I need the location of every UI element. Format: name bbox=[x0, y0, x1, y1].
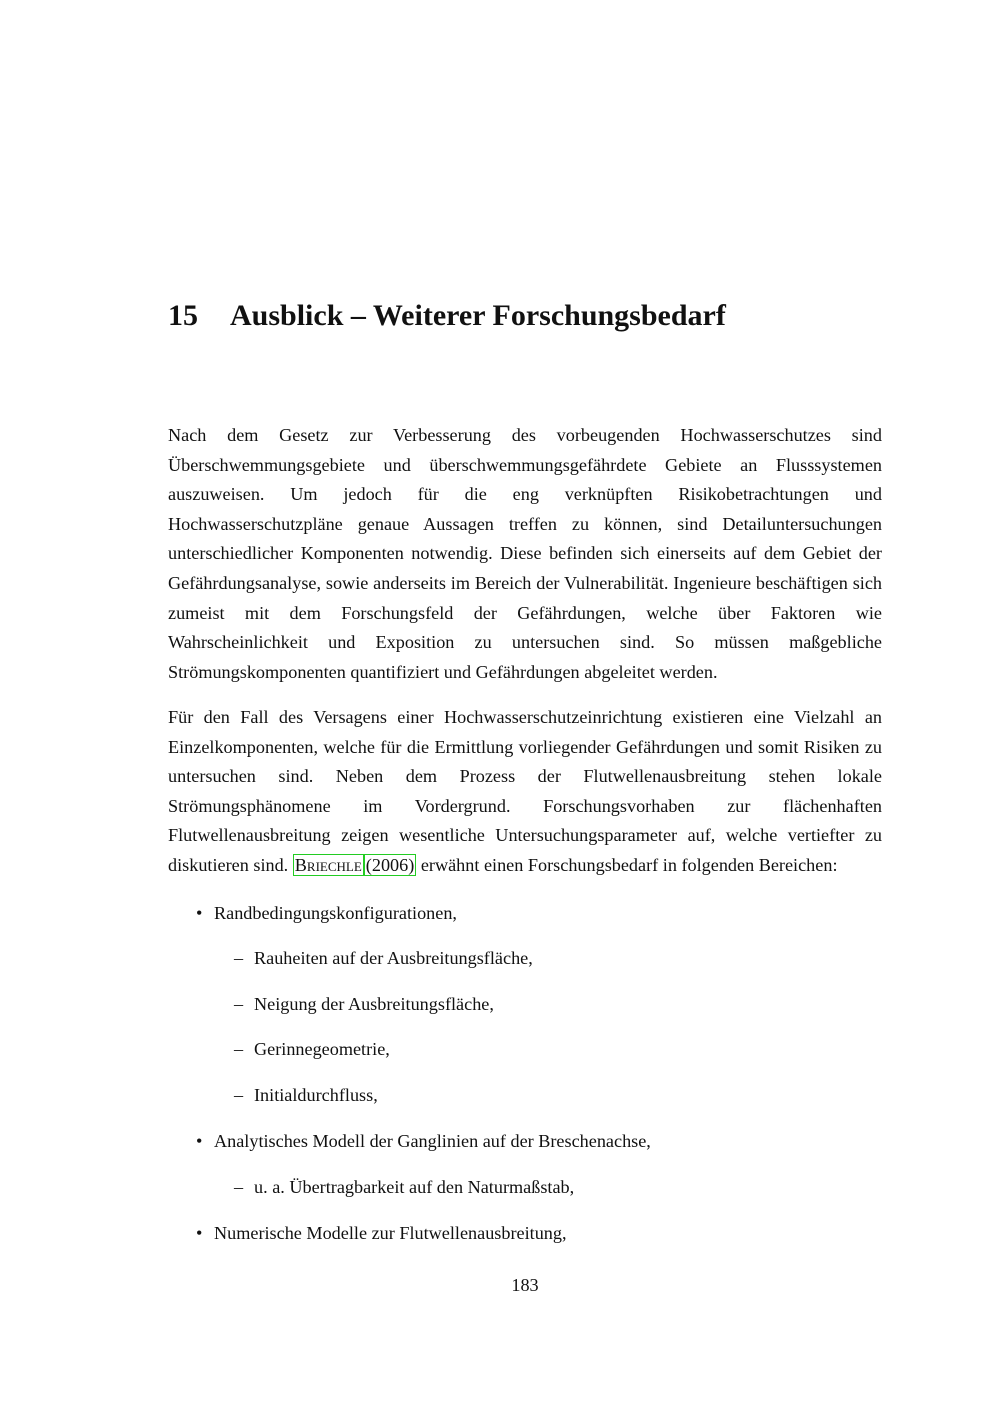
chapter-heading bbox=[168, 296, 888, 336]
dash-icon: – bbox=[234, 1085, 244, 1105]
citation-year-link[interactable]: (2006) bbox=[365, 854, 415, 875]
chapter-title: Ausblick – Weiterer Forschungsbedarf bbox=[230, 299, 726, 332]
paragraph-2-text: Für den Fall des Versagens einer Hochwasserschutzeinrichtung existieren eine Vielzahl an Einzelkomponenten, welche für die Ermittlung vorliegender Gefährdungen und somit Risiken zu untersuchen sind. Neben dem Prozess der Flutwellenausbreitung stehen lokale Strömungsphänomene im Vordergrund. Forschungsvorhaben zur flächenhaften Flutwellenausbreitung zeigen wesentliche Untersuchungsparameter auf, welche vertiefter zu diskutieren sind. bbox=[168, 707, 882, 875]
dash-icon: – bbox=[234, 994, 244, 1014]
chapter-number: 15 bbox=[168, 299, 198, 332]
bullet-icon: • bbox=[196, 1223, 203, 1243]
dash-icon: – bbox=[234, 1177, 244, 1197]
sub-list-item-text: Gerinnegeometrie, bbox=[254, 1039, 390, 1059]
page-number: 183 bbox=[511, 1275, 539, 1295]
list-item-text: Analytisches Modell der Ganglinien auf der Breschenachse, bbox=[214, 1131, 651, 1151]
paragraph-1: Nach dem Gesetz zur Verbesserung des vorbeugenden Hochwasserschutzes sind Überschwemmungsgebiete und überschwemmungsgefährdete Gebiete an Flusssystemen auszuweisen. Um jedoch für die eng verknüpften Risikobetrachtungen und Hochwasserschutzpläne genaue Aussagen treffen zu können, sind Detailuntersuchungen unterschiedlicher Komponenten notwendig. Diese befinden sich einerseits auf dem Gebiet der Gefährdungsanalyse, sowie anderseits im Bereich der Vulnerabilität. Ingenieure beschäftigen sich zumeist mit dem Forschungsfeld der Gefährdungen, welche über Faktoren wie Wahrscheinlichkeit und Exposition zu untersuchen sind. So müssen maßgebliche Strömungskomponenten quantifiziert und Gefährdungen abgeleitet werden. bbox=[168, 425, 882, 682]
bullet-icon: • bbox=[196, 903, 203, 923]
paragraph-2-text-end: erwähnt einen Forschungsbedarf in folgenden Bereichen: bbox=[420, 854, 838, 875]
dash-icon: – bbox=[234, 1039, 244, 1059]
citation-author-link[interactable]: Briechle bbox=[294, 854, 362, 875]
sub-list-item-text: Neigung der Ausbreitungsfläche, bbox=[254, 994, 494, 1014]
sub-list-item-text: Initialdurchfluss, bbox=[254, 1085, 378, 1105]
sub-list-item-text: u. a. Übertragbarkeit auf den Naturmaßstab, bbox=[254, 1177, 575, 1197]
dash-icon: – bbox=[234, 948, 244, 968]
sub-list-item-text: Rauheiten auf der Ausbreitungsfläche, bbox=[254, 948, 533, 968]
paragraph-2 bbox=[168, 703, 882, 881]
bullet-icon: • bbox=[196, 1131, 203, 1151]
list-item-text: Numerische Modelle zur Flutwellenausbreitung, bbox=[214, 1223, 567, 1243]
list-item-text: Randbedingungskonfigurationen, bbox=[214, 903, 457, 923]
